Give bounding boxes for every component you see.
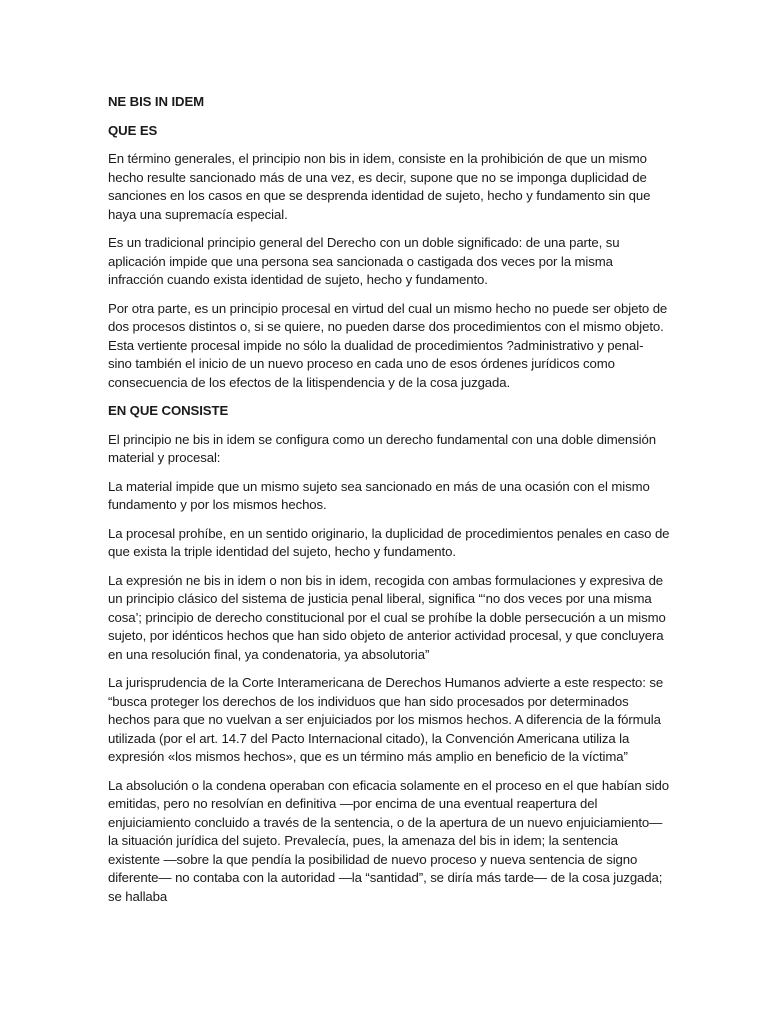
- paragraph-2: Es un tradicional principio general del Derecho con un doble significado: de una parte, su aplicación impide que una persona sea sancionada o castigada dos veces por la misma infracción cuando exista identidad de sujeto, hecho y fundamento.: [108, 235, 620, 287]
- document-title: NE BIS IN IDEM: [108, 94, 205, 109]
- heading-en-que-consiste: EN QUE CONSISTE: [108, 403, 229, 418]
- paragraph-5: La material impide que un mismo sujeto sea sancionado en más de una ocasión con el mismo fundamento y por los mismos hechos.: [108, 478, 650, 512]
- paragraph-8: La jurisprudencia de la Corte Interamericana de Derechos Humanos advierte a este respecto: se “busca proteger los derechos de los individuos que han sido procesados por determinados hechos para que no vuelvan a ser enjuiciados por los mismos hechos. A diferencia de la fórmula utilizada (por el art. 14.7 del Pacto Internacional citado), la Convención Americana utiliza la expresión «los mismos hechos», que es un término más amplio en beneficio de la víctima”: [108, 675, 664, 764]
- paragraph-1: En término generales, el principio non bis in idem, consiste en la prohibición de que un mismo hecho resulte sancionado más de una vez, es decir, supone que no se imponga duplicidad de sanciones en los casos en que se desprenda identidad de sujeto, hecho y fundamento sin que haya una supremacía especial.: [108, 151, 651, 222]
- paragraph-7: La expresión ne bis in idem o non bis in idem, recogida con ambas formulaciones y expresiva de un principio clásico del sistema de justicia penal liberal, significa “‘no dos veces por una misma cosa’; principio de derecho constitucional por el cual se prohíbe la doble persecución a un mismo sujeto, por idénticos hechos que han sido objeto de anterior actividad procesal, y que concluyera en una resolución final, ya condenatoria, ya absolutoria”: [108, 572, 666, 662]
- heading-que-es: QUE ES: [108, 122, 158, 138]
- paragraph-3: Por otra parte, es un principio procesal en virtud del cual un mismo hecho no puede ser objeto de dos procesos distintos o, si se quiere, no pueden darse dos procedimientos con el mismo objeto. Esta vertiente procesal impide no sólo la dualidad de procedimientos ?administrativo y penal- sino también el inicio de un nuevo proceso en cada uno de esos órdenes jurídicos como consecuencia de los efectos de la litispendencia y de la cosa juzgada.: [108, 300, 668, 390]
- paragraph-6: La procesal prohíbe, en un sentido originario, la duplicidad de procedimientos penales en caso de que exista la triple identidad del sujeto, hecho y fundamento.: [108, 525, 670, 559]
- paragraph-9: La absolución o la condena operaban con eficacia solamente en el proceso en el que habían sido emitidas, pero no resolvían en definitiva —por encima de una eventual reapertura del enjuiciamiento concluido a través de la sentencia, o de la apertura de un nuevo enjuiciamiento— la situación jurídica del sujeto. Prevalecía, pues, la amenaza del bis in idem; la sentencia existente —sobre la que pendía la posibilidad de nuevo proceso y nueva sentencia de signo diferente— no contaba con la autoridad —la “santidad”, se diría más tarde— de la cosa juzgada; se hallaba: [108, 777, 670, 904]
- document-body: [108, 93, 670, 906]
- paragraph-4: El principio ne bis in idem se configura como un derecho fundamental con una doble dimensión material y procesal:: [108, 431, 656, 465]
